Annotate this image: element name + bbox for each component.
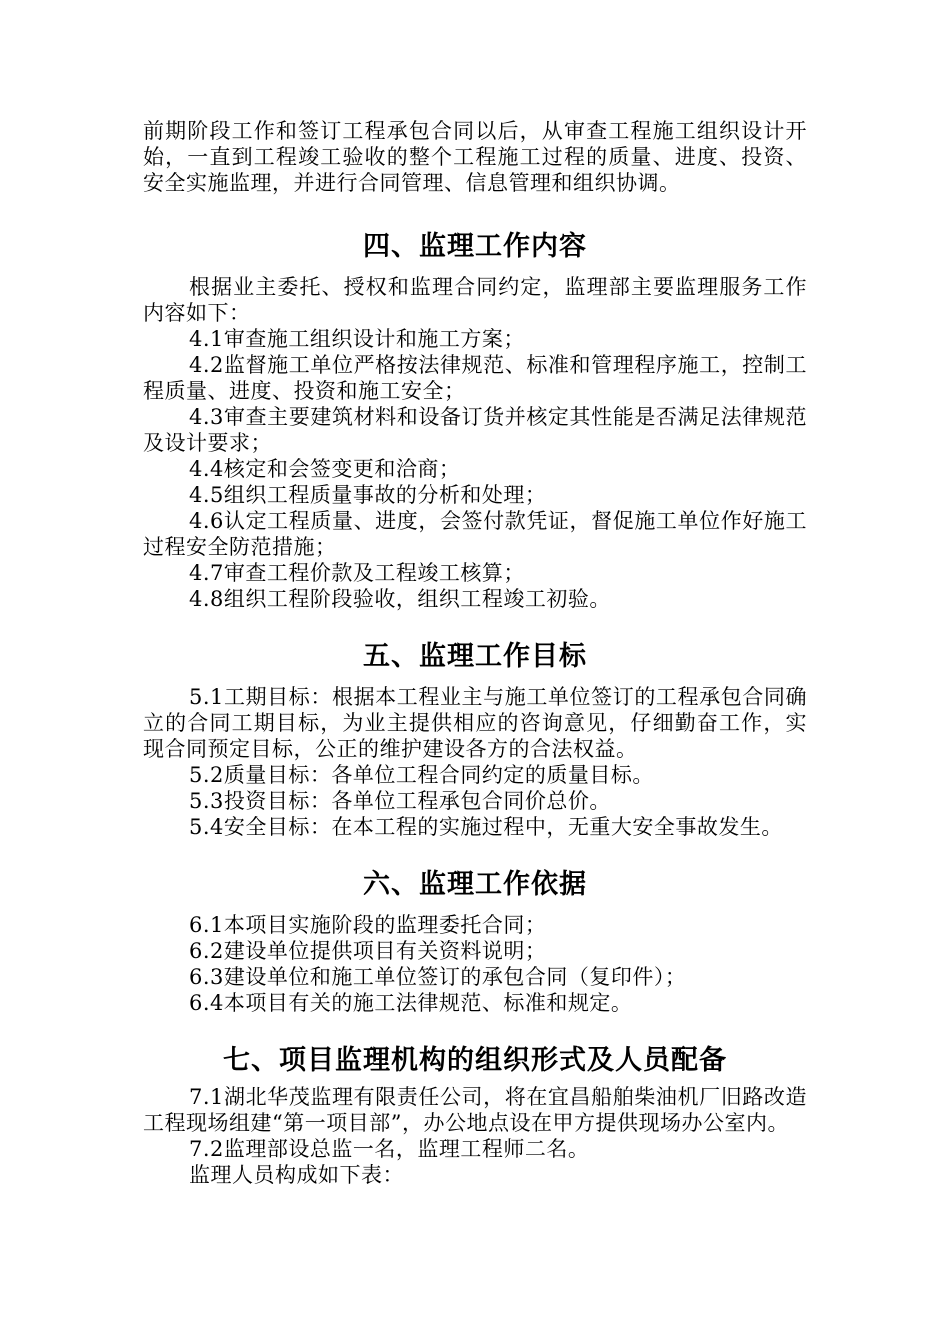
section-5-item: 5.3投资目标：各单位工程承包合同价总价。 [189,789,611,813]
section-5-item: 5.2质量目标：各单位工程合同约定的质量目标。 [189,763,654,787]
section-4-item: 4.1审查施工组织设计和施工方案； [189,327,525,351]
section-5-item: 5.4安全目标：在本工程的实施过程中，无重大安全事故发生。 [189,815,783,839]
intro-paragraph: 前期阶段工作和签订工程承包合同以后，从审查工程施工组织设计开始，一直到工程竣工验收的整个工程施工过程的质量、进度、投资、安全实施监理，并进行合同管理、信息管理和组织协调。 [143,119,807,195]
section-6-heading: 六、监理工作依据 [363,869,587,900]
section-4-item: 4.3审查主要建筑材料和设备订货并核定其性能是否满足法律规范及设计要求； [143,405,807,455]
section-4-paragraph: 根据业主委托、授权和监理合同约定，监理部主要监理服务工作内容如下： [143,275,807,325]
section-4-item: 4.7审查工程价款及工程竣工核算； [189,561,525,585]
section-7-heading: 七、项目监理机构的组织形式及人员配备 [223,1045,727,1076]
section-5-item: 5.1工期目标：根据本工程业主与施工单位签订的工程承包合同确立的合同工期目标，为业主提供相应的咨询意见，仔细勤奋工作，实现合同预定目标，公正的维护建设各方的合法权益。 [143,685,807,761]
section-7-item: 7.1湖北华茂监理有限责任公司，将在宜昌船舶柴油机厂旧路改造工程现场组建“第一项目部”，办公地点设在甲方提供现场办公室内。 [143,1085,807,1135]
section-7-item: 7.2监理部设总监一名，监理工程师二名。 [189,1137,590,1161]
section-6-item: 6.4本项目有关的施工法律规范、标准和规定。 [189,991,633,1015]
section-4-heading: 四、监理工作内容 [363,231,587,262]
document-page [143,118,807,1188]
section-6-item: 6.1本项目实施阶段的监理委托合同； [189,913,547,937]
section-5-heading: 五、监理工作目标 [363,641,587,672]
section-4-item: 4.4核定和会签变更和洽商； [189,457,461,481]
section-4-item: 4.5组织工程质量事故的分析和处理； [189,483,547,507]
section-4-item: 4.2监督施工单位严格按法律规范、标准和管理程序施工，控制工程质量、进度、投资和施工安全； [143,353,807,403]
section-6-item: 6.3建设单位和施工单位签订的承包合同（复印件）； [189,965,687,989]
section-6-item: 6.2建设单位提供项目有关资料说明； [189,939,547,963]
section-4-item: 4.8组织工程阶段验收，组织工程竣工初验。 [189,587,611,611]
section-7-item: 监理人员构成如下表： [189,1163,404,1187]
section-4-item: 4.6认定工程质量、进度，会签付款凭证，督促施工单位作好施工过程安全防范措施； [143,509,807,559]
